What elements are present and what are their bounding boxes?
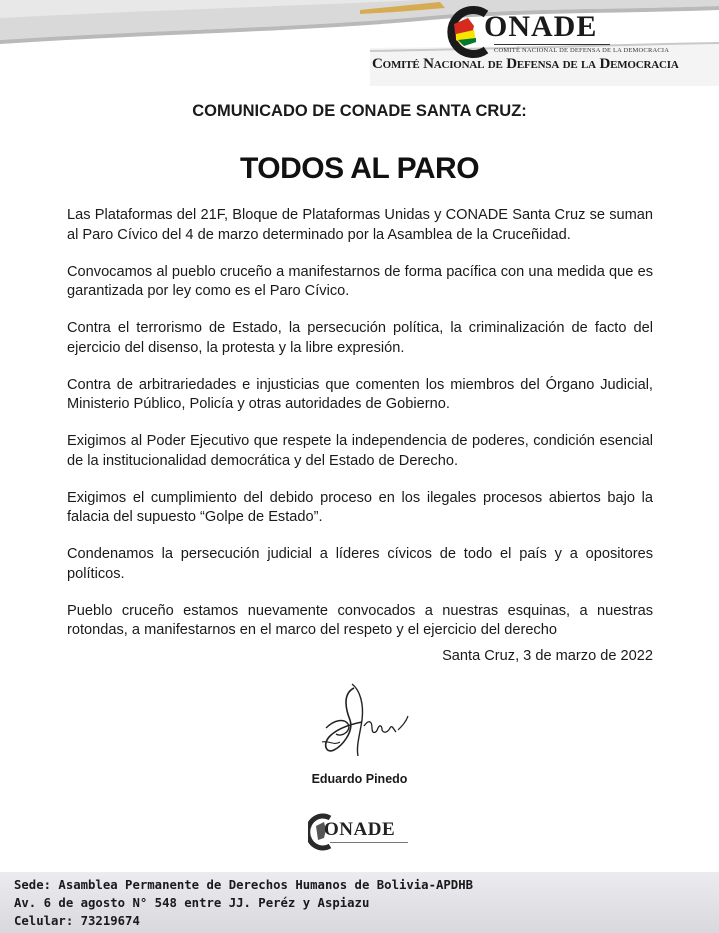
paragraph: Contra de arbitrariedades e injusticias que comenten los miembros del Órgano Judicial, Ministerio Público, Policía y otras autoridades de Gobierno. bbox=[67, 376, 653, 412]
organization-name: Comité Nacional de Defensa de la Democracia bbox=[372, 56, 679, 72]
paragraph: Las Plataformas del 21F, Bloque de Plataformas Unidas y CONADE Santa Cruz se suman al Paro Cívico del 4 de marzo determinado por la Asamblea de la Cruceñidad. bbox=[67, 207, 653, 243]
footer-logo-tagline bbox=[330, 840, 408, 845]
signer-name: Eduardo Pinedo bbox=[311, 772, 408, 786]
paragraph: Condenamos la persecución judicial a líderes cívicos de todo el país y a opositores políticos. bbox=[67, 546, 653, 582]
paragraph: Contra el terrorismo de Estado, la persecución política, la criminalización de facto del ejercicio del disenso, la protesta y la libre expresión. bbox=[67, 320, 653, 356]
letterhead-header bbox=[0, 0, 719, 92]
footer-logo bbox=[308, 810, 412, 858]
footer-phone-line: Celular: 73219674 bbox=[14, 914, 140, 928]
document-date: Santa Cruz, 3 de marzo de 2022 bbox=[442, 648, 653, 664]
paragraph: Exigimos al Poder Ejecutivo que respete la independencia de poderes, condición esencial de la institucionalidad democrática y del Estado de Derecho. bbox=[67, 433, 653, 469]
logo-divider bbox=[494, 44, 610, 45]
logo-wordmark: ONADE bbox=[484, 10, 598, 43]
handwritten-signature bbox=[312, 680, 412, 762]
header-swoosh-band bbox=[0, 0, 719, 92]
paragraph: Convocamos al pueblo cruceño a manifestarnos de forma pacífica con una medida que es garantizada por ley como es el Paro Cívico. bbox=[67, 263, 653, 299]
logo-tagline: COMITÉ NACIONAL DE DEFENSA DE LA DEMOCRACIA bbox=[494, 47, 670, 54]
footer-bar bbox=[0, 872, 719, 933]
communique-headline: TODOS AL PARO bbox=[239, 152, 480, 185]
footer-street-line: Av. 6 de agosto N° 548 entre JJ. Peréz y Aspiazu bbox=[14, 896, 370, 910]
communique-body bbox=[67, 206, 653, 658]
footer-logo-wordmark: ONADE bbox=[324, 819, 396, 840]
footer-address-line: Sede: Asamblea Permanente de Derechos Humanos de Bolivia-APDHB bbox=[14, 878, 474, 892]
paragraph: Exigimos el cumplimiento del debido proceso en los ilegales procesos abiertos bajo la falacia del supuesto “Golpe de Estado”. bbox=[67, 489, 653, 525]
paragraph: Pueblo cruceño estamos nuevamente convocados a nuestras esquinas, a nuestras rotondas, a manifestarnos en el marco del respeto y el ejercicio del derecho bbox=[67, 602, 653, 638]
communique-subtitle: COMUNICADO DE CONADE SANTA CRUZ: bbox=[192, 102, 527, 120]
